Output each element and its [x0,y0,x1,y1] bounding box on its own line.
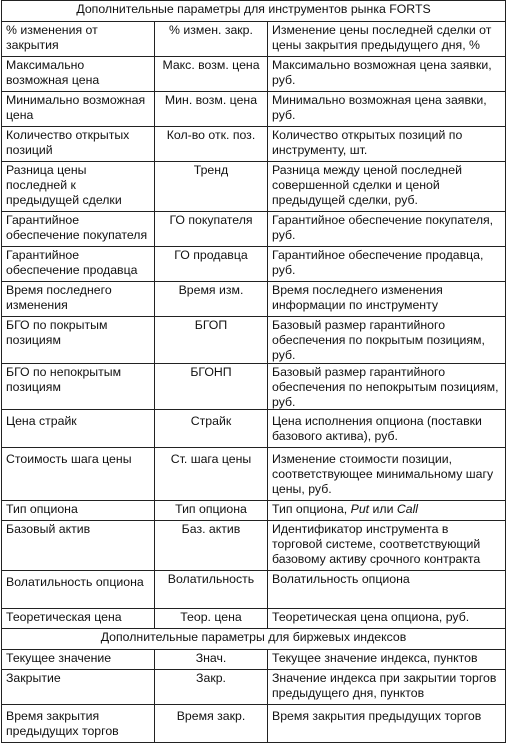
param-desc: Максимально возможная цена заявки, руб. [268,57,506,92]
param-code: Кол-во отк. поз. [155,127,268,162]
table-row [2,92,506,127]
param-code: БГОНП [155,363,268,410]
param-code: % измен. закр. [155,22,268,57]
param-code: Знач. [155,650,268,670]
table-row [2,57,506,92]
param-desc [268,501,506,521]
param-desc: Время последнего изменения информации по инструменту [268,282,506,317]
param-code: Закр. [155,670,268,705]
param-name: Время последнего изменения [2,282,155,317]
param-code: Тип опциона [155,501,268,521]
table-row [2,22,506,57]
param-desc: Гарантийное обеспечение продавца, руб. [268,247,506,282]
param-desc: Текущее значение индекса, пунктов [268,650,506,670]
parameters-table [1,0,506,743]
desc-prefix: Тип опциона, [272,502,351,517]
param-desc: Цена исполнения опциона (поставки базового актива), руб. [268,410,506,448]
param-name: Количество открытых позиций [2,127,155,162]
table-row [2,448,506,501]
param-name: Текущее значение [2,650,155,670]
section-header-row [2,629,506,650]
table-row [2,521,506,571]
table-row [2,571,506,609]
param-desc: Базовый размер гарантийного обеспечения по непокрытым позициям, руб. [268,363,506,410]
param-desc: Гарантийное обеспечение покупателя, руб. [268,212,506,247]
section-title-forts: Дополнительные параметры для инструментов рынка FORTS [2,1,506,22]
table-row [2,282,506,317]
table-row [2,317,506,364]
param-desc: Количество открытых позиций по инструменту, шт. [268,127,506,162]
section-header-row [2,1,506,22]
section-title-indices: Дополнительные параметры для биржевых индексов [2,629,506,650]
param-code: Страйк [155,410,268,448]
table-row [2,212,506,247]
table-row [2,609,506,629]
param-code: Макс. возм. цена [155,57,268,92]
desc-put: Put [350,502,370,517]
table-row [2,650,506,670]
table-row [2,162,506,212]
param-desc: Волатильность опциона [268,571,506,609]
param-name: Гарантийное обеспечение покупателя [2,212,155,247]
param-desc: Теоретическая цена опциона, руб. [268,609,506,629]
param-name: БГО по непокрытым позициям [2,363,155,410]
param-name: Закрытие [2,670,155,705]
param-desc: Разница между ценой последней совершенной сделки и ценой предыдущей сделки, руб. [268,162,506,212]
param-name: Цена страйк [2,410,155,448]
table-row [2,410,506,448]
param-code: БГОП [155,317,268,364]
table-row [2,247,506,282]
table-row [2,501,506,521]
param-name: БГО по покрытым позициям [2,317,155,364]
param-name: Теоретическая цена [2,609,155,629]
param-code: Мин. возм. цена [155,92,268,127]
param-name: Минимально возможная цена [2,92,155,127]
param-name: Гарантийное обеспечение продавца [2,247,155,282]
param-code: Тренд [155,162,268,212]
param-code: Ст. шага цены [155,448,268,501]
param-name: % изменения от закрытия [2,22,155,57]
param-desc: Идентификатор инструмента в торговой системе, соответствующий базовому активу срочного контракта [268,521,506,571]
param-name: Время закрытия предыдущих торгов [2,705,155,743]
param-code: Баз. актив [155,521,268,571]
param-code: Время закр. [155,705,268,743]
param-code: ГО продавца [155,247,268,282]
param-name: Стоимость шага цены [2,448,155,501]
param-desc: Значение индекса при закрытии торгов предыдущего дня, пунктов [268,670,506,705]
param-desc: Время закрытия предыдущих торгов [268,705,506,743]
param-code: Теор. цена [155,609,268,629]
param-code: Волатильность [155,571,268,609]
param-name: Разница цены последней к предыдущей сделки [2,162,155,212]
param-desc: Изменение цены последней сделки от цены закрытия предыдущего дня, % [268,22,506,57]
table-row [2,127,506,162]
desc-call: Call [396,502,419,517]
param-code: Время изм. [155,282,268,317]
param-name: Волатильность опциона [2,571,155,609]
param-code: ГО покупателя [155,212,268,247]
desc-or: или [369,502,397,517]
table-row [2,670,506,705]
param-desc: Изменение стоимости позиции, соответствующее минимальному шагу цены, руб. [268,448,506,501]
table-row [2,363,506,410]
param-name: Тип опциона [2,501,155,521]
table-row [2,705,506,743]
param-name: Максимально возможная цена [2,57,155,92]
param-name: Базовый актив [2,521,155,571]
param-desc: Минимально возможная цена заявки, руб. [268,92,506,127]
param-desc: Базовый размер гарантийного обеспечения по покрытым позициям, руб. [268,317,506,364]
